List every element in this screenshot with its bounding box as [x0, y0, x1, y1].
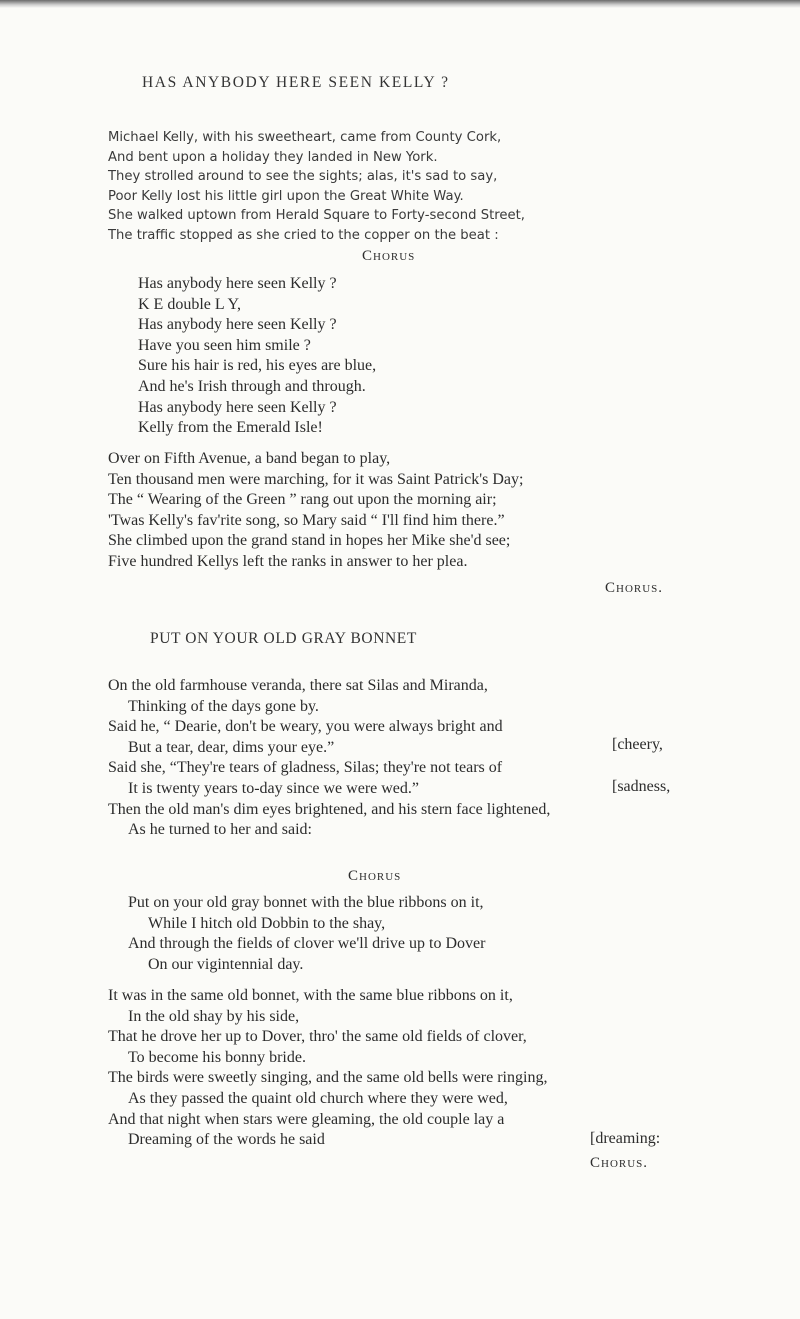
chorus-reference: Chorus. [605, 580, 664, 596]
chorus-reference: Chorus. [590, 1155, 649, 1171]
verse-line: The birds were sweetly singing, and the same old bells were ringing, [108, 1069, 548, 1087]
page-top-edge [0, 0, 800, 8]
bonnet-verse-2 [108, 986, 547, 1151]
verse-line: As they passed the quaint old church where they were wed, [128, 1089, 508, 1107]
runover-cheery: [cheery, [612, 736, 663, 753]
verse-line: And bent upon a holiday they landed in New York. [108, 149, 438, 165]
runover-dreaming: [dreaming: [590, 1130, 661, 1147]
chorus-line: Sure his hair is red, his eyes are blue, [138, 357, 377, 375]
verse-line: 'Twas Kelly's fav'rite song, so Mary said “ I'll find him there.” [108, 511, 505, 529]
verse-line: She walked uptown from Herald Square to Forty-second Street, [108, 208, 525, 223]
verse-line: Then the old man's dim eyes brightened, and his stern face lightened, [108, 800, 551, 818]
verse-line: Michael Kelly, with his sweetheart, came from County Cork, [108, 130, 502, 145]
verse-line: As he turned to her and said: [128, 821, 312, 839]
verse-line: Dreaming of the words he said [128, 1131, 325, 1149]
verse-line: Poor Kelly lost his little girl upon the Great White Way. [108, 188, 464, 204]
chorus-line: Has anybody here seen Kelly ? [138, 398, 337, 416]
verse-line: To become his bonny bride. [128, 1048, 306, 1066]
verse-line: And that night when stars were gleaming, the old couple lay a [108, 1110, 505, 1128]
chorus-line: Put on your old gray bonnet with the blue ribbons on it, [128, 894, 484, 911]
song-title-bonnet: PUT ON YOUR OLD GRAY BONNET [150, 630, 417, 647]
verse-line: It is twenty years to-day since we were wed.” [128, 779, 419, 797]
chorus-line: And through the fields of clover we'll drive up to Dover [128, 935, 486, 953]
chorus-line: On our vigintennial day. [148, 955, 304, 973]
runover-sadness: [sadness, [612, 778, 671, 795]
chorus-line: Have you seen him smile ? [138, 336, 311, 354]
verse-line: The traffic stopped as she cried to the copper on the beat : [108, 227, 499, 243]
chorus-line: And he's Irish through and through. [138, 377, 366, 395]
chorus-line: While I hitch old Dobbin to the shay, [148, 914, 386, 932]
chorus-line: Has anybody here seen Kelly ? [138, 275, 337, 292]
verse-line: They strolled around to see the sights; alas, it's sad to say, [108, 169, 498, 184]
chorus-line: K E double L Y, [138, 295, 241, 313]
chorus-line: Kelly from the Emerald Isle! [138, 419, 323, 437]
verse-line: On the old farmhouse veranda, there sat Silas and Miranda, [108, 677, 488, 694]
verse-line: It was in the same old bonnet, with the same blue ribbons on it, [108, 987, 513, 1004]
verse-line: But a tear, dear, dims your eye.” [128, 738, 335, 756]
kelly-chorus [138, 274, 376, 439]
bonnet-chorus [128, 893, 485, 975]
verse-line: Said he, “ Dearie, don't be weary, you were always bright and [108, 718, 503, 736]
verse-line: She climbed upon the grand stand in hopes her Mike she'd see; [108, 532, 511, 550]
bonnet-verse-1 [108, 676, 550, 841]
verse-line: Over on Fifth Avenue, a band began to play, [108, 450, 391, 467]
verse-line: Thinking of the days gone by. [128, 697, 319, 715]
chorus-heading: Chorus [348, 868, 402, 884]
verse-line: That he drove her up to Dover, thro' the same old fields of clover, [108, 1028, 527, 1046]
kelly-verse-2 [108, 449, 523, 573]
chorus-line: Has anybody here seen Kelly ? [138, 316, 337, 334]
chorus-heading: Chorus [362, 248, 416, 264]
verse-line: Five hundred Kellys left the ranks in answer to her plea. [108, 552, 468, 570]
kelly-verse-1 [108, 128, 525, 245]
verse-line: Said she, “They're tears of gladness, Silas; they're not tears of [108, 759, 503, 777]
verse-line: In the old shay by his side, [128, 1007, 300, 1025]
verse-line: The “ Wearing of the Green ” rang out upon the morning air; [108, 491, 497, 509]
verse-line: Ten thousand men were marching, for it was Saint Patrick's Day; [108, 470, 524, 488]
song-title-kelly: HAS ANYBODY HERE SEEN KELLY ? [142, 74, 450, 91]
